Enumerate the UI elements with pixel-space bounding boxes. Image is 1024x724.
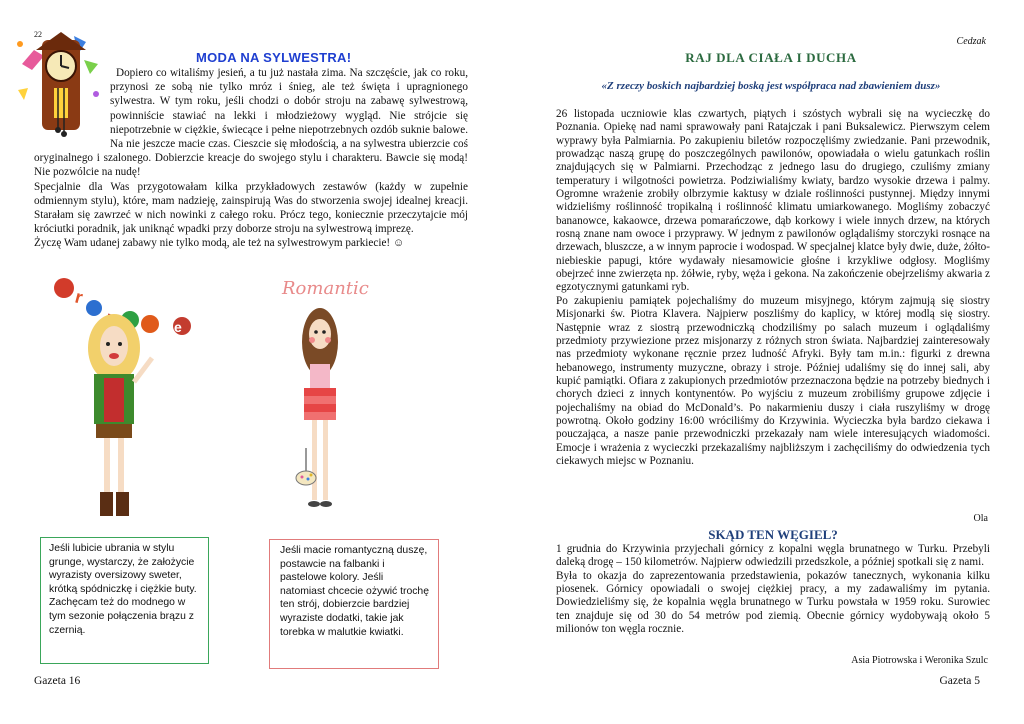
article-title-moda: MODA NA SYLWESTRA! (196, 50, 352, 65)
paragraph: Po zakupieniu pamiątek pojechaliśmy do muzeum misyjnego, którym zajmują się siostry Misjonarki św. Piotra Klavera. Najpierw poszliśmy do kaplicy, w której modlą się siostry. Następnie wraz z siostrą przewodniczką chodziliśmy po salach muzeum i oglądaliśmy przedmioty przywiezione przez misjonarzy z różnych stron świata. Najbardziej zainteresowały nas przedmioty wykonane ręcznie przez ludność Afryki. Były tam m.in.: figurki z drewna hebanowego, instrumenty muzyczne, obrazy i stroje. Później udaliśmy się do innej sali, aby kupić pamiątki. Ofiara z zakupionych przedmiotów przeznaczona będzie na potrzeby biednych i chorych dzieci z innych kontynentów. Po wyjściu z muzeum zrobiliśmy grupowe zdjęcie i pojechaliśmy na obiad do McDonald’s. Po nakarmieniu duszy i ciała ruszyliśmy w drogę powrotną. Około godziny 16:00 wróciliśmy do Krzywinia. Wycieczka była bardzo ciekawa i pouczająca, a nasze panie przewodniczki przekazały nam wiele interesujących wiadomości. Emocje i wrażenia z wycieczki przekazaliśmy najbliższym i zachęciliśmy do odwiedzenia tych ciekawych miejsc w Poznaniu. (556, 294, 990, 467)
svg-text:e: e (174, 319, 182, 335)
romantic-title-lettering: Romantic (282, 278, 369, 299)
grunge-outfit-drawing (52, 278, 202, 533)
author-byline-top: Cedzak (956, 36, 986, 47)
paragraph: Była to okazja do zaprezentowania przedstawienia, pokazów tanecznych, wykonania kilku piosenek. Górnicy opowiadali o swojej ciężkiej pracy, a my zadawaliśmy im pytania. Dowiedzieliśmy się, że kopalnia węgla brunatnego w Turku powstała w 1959 roku. Surowiec ten znajduje się od 30 do 54 metrów pod ziemią. Obecnie górnicy wydobywają około 5 milionów ton węgla rocznie. (556, 569, 990, 636)
page-footer-left: Gazeta 16 (34, 675, 81, 687)
paragraph: Życzę Wam udanej zabawy nie tylko modą, ale też na sylwestrowym parkiecie! ☺ (34, 237, 405, 250)
romantic-outfit-drawing (280, 278, 390, 533)
article-body-skad (556, 543, 990, 636)
page-footer-right: Gazeta 5 (939, 675, 980, 687)
paragraph: Dopiero co witaliśmy jesień, a tu już nastała zima. Na szczęście, jak co roku, przynosi ze sobą nie tylko mróz i śnieg, ale też święta i upragnionego sylwestra. W tym roku, jeśli chodzi o dobór stroju na zabawę sylwestrową, powinniście stawiać na lekki i młodzieżowy wygląd. Nie strójcie się niepotrzebnie w ciężkie, świecące i pełne niepotrzebnych ozdób suknie balowe. Na nie jeszcze macie czas. Cieszcie się młodością, a na sylwestra ubierzcie coś oryginalnego i szalonego. Dobierzcie kreacje do swojego stylu i charakteru. Bawcie się modą! Nie pozwólcie na nudę! (34, 67, 468, 179)
right-page (512, 0, 1024, 724)
article-body-moda (34, 66, 468, 251)
grunge-tip-box: Jeśli lubicie ubrania w stylu grunge, wystarczy, że założycie wyrazisty oversizowy sweter, krótką spódniczkę i ciężkie buty. Zachęcam też do modnego w tym sezonie połączenia brązu z czernią. (40, 537, 209, 664)
article-signature: Asia Piotrowska i Weronika Szulc (851, 655, 988, 666)
paragraph: 26 listopada uczniowie klas czwartych, piątych i szóstych wybrali się na wycieczkę do Poznania. Opiekę nad nami sprawowały pani Ratajczak i pani Buksalewicz. Pierwszym celem wyprawy była Palmiarnia. Po zakupieniu biletów rozpoczęliśmy zwiedzanie. Pani przewodnik, prowadząc naszą grupę do poszczególnych pawilonów, opowiadała o wielu gatunkach roślin znajdujących się w Palmiarni. Przechodząc z jednego lasu do drugiego, czuliśmy zmiany temperatury i wilgotności powietrza. Podziwialiśmy kwiaty, bardzo wysokie drzewa i palmy. Ogromne wrażenie zrobiły olbrzymie kaktusy w dziale roślinności pustynnej. Między innymi widzieliśmy roślinność tropikalną i roślinność klimatu umiarkowanego. Mogliśmy zobaczyć bananowce, kakaowce, drzewa pomarańczowe, dąb korkowy i wiele innych drzew, na których rosną znane nam owoce i przyprawy. W jednym z pawilonów oglądaliśmy storczyki rosnące na drzewach, bluszcze, a w innym paprocie i wodospad. W specjalnej klatce były dwie, duże, żółto-niebieskie papugi, które wydawały niesamowicie głośne i krzykliwe odgłosy. Mogliśmy obejrzeć inne zwierzęta np. żółwie, ryby, węża i gekona. Na zakończenie obejrzeliśmy akwaria z egzotycznymi gatunkami ryb. (556, 108, 990, 294)
svg-text:r: r (72, 286, 85, 308)
paragraph: 1 grudnia do Krzywinia przyjechali górnicy z kopalni węgla brunatnego w Turku. Przebyli daleką drogę – 150 kilometrów. Najpierw odwiedzili przedszkole, a później spotkali się z nami. (556, 543, 990, 569)
article-title-skad: SKĄD TEN WĘGIEL? (708, 527, 838, 542)
article-quote: «Z rzeczy boskich najbardziej boską jest współpraca nad zbawieniem dusz» (601, 80, 941, 92)
article-title-raj: RAJ DLA CIAŁA I DUCHA (685, 50, 857, 65)
romantic-tip-box: Jeśli macie romantyczną duszę, postawcie na falbanki i pastelowe kolory. Jeśli natomiast chcecie ożywić trochę ten strój, dobierzcie bardziej wyraziste dodatki, takie jak torebka w malutkie kwiatki. (269, 539, 439, 669)
article-body-raj (556, 108, 990, 468)
article-signature: Ola (973, 513, 988, 524)
paragraph: Specjalnie dla Was przygotowałam kilka przykładowych zestawów (każdy w zupełnie odmiennym stylu), które, mam nadzieję, zainspirują Was do stworzenia swojej idealnej kreacji. Starałam się zawrzeć w nich nowinki z całego roku. Prócz tego, koniecznie przeczytajcie mój króciutki poradnik, jak uniknąć wpadki przy doborze stroju na sylwestrową imprezę. (34, 180, 468, 236)
page-corner-number: 22 (34, 30, 42, 39)
clock-spacer (34, 66, 110, 138)
